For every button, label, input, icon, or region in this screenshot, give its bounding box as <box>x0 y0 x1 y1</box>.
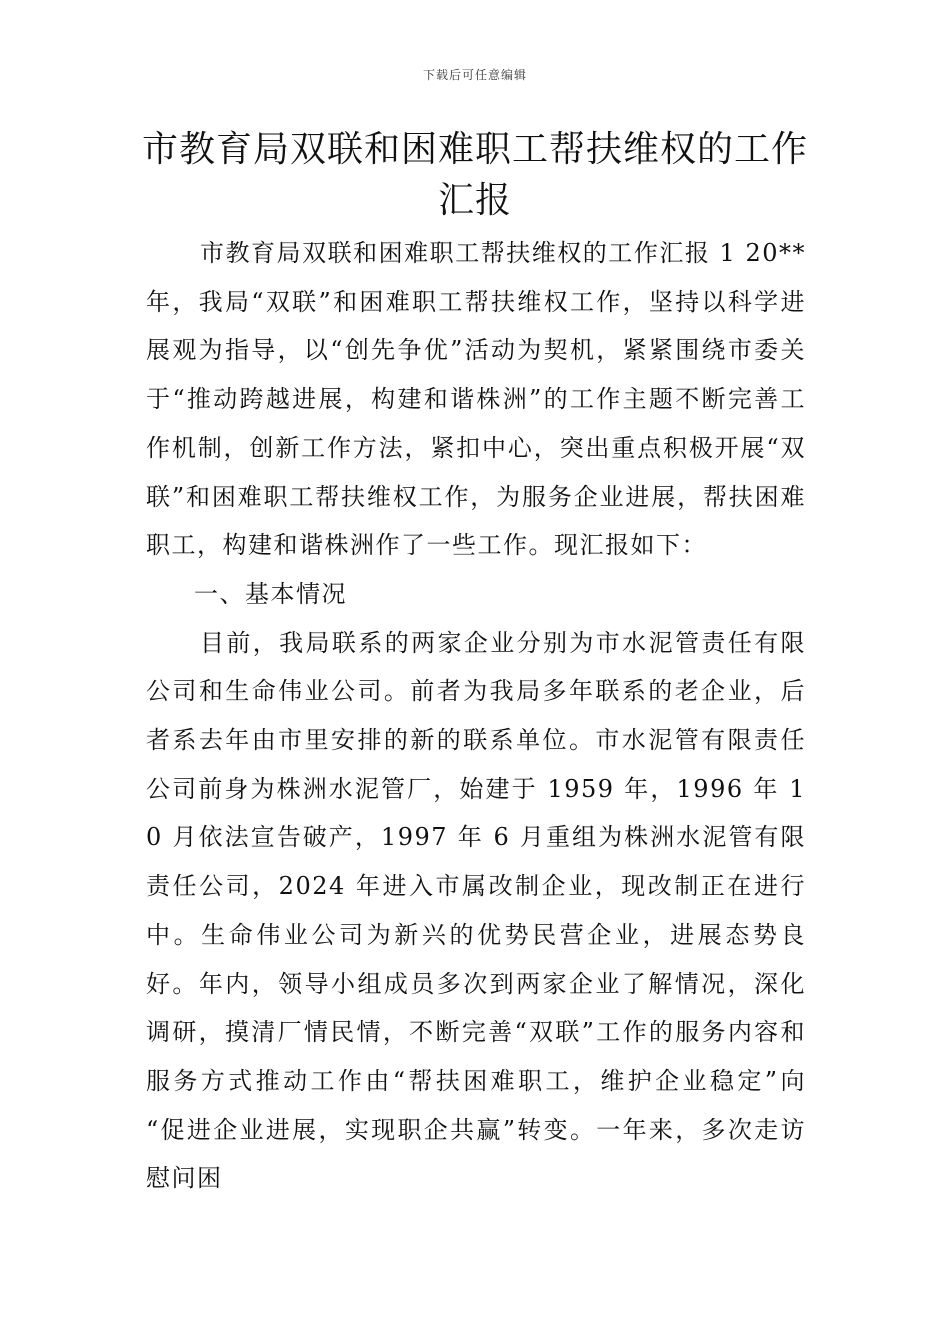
document-body <box>146 229 806 1203</box>
document-title <box>140 124 810 226</box>
intro-paragraph: 市教育局双联和困难职工帮扶维权的工作汇报 1 20**年，我局“双联”和困难职工帮扶维权工作，坚持以科学进展观为指导，以“创先争优”活动为契机，紧紧围绕市委关于“推动跨越进展，构建和谐株洲”的工作主题不断完善工作机制，创新工作方法，紧扣中心，突出重点积极开展“双联”和困难职工帮扶维权工作，为服务企业进展，帮扶困难职工，构建和谐株洲作了一些工作。现汇报如下： <box>146 239 806 560</box>
title-line-1: 市教育局双联和困难职工帮扶维权的工作 <box>141 129 808 170</box>
section-heading: 一、基本情况 <box>194 579 347 608</box>
body-paragraph: 目前，我局联系的两家企业分别为市水泥管责任有限公司和生命伟业公司。前者为我局多年联系的老企业，后者系去年由市里安排的新的联系单位。市水泥管有限责任公司前身为株洲水泥管厂，始建于 1959 年，1996 年 10 月依法宣告破产，1997 年 6 月重组为株洲水泥管有限责任公司，2024 年进入市属改制企业，现改制正在进行中。生命伟业公司为新兴的优势民营企业，进展态势良好。年内，领导小组成员多次到两家企业了解情况，深化调研，摸清厂情民情，不断完善“双联”工作的服务内容和服务方式推动工作由“帮扶困难职工，维护企业稳定”向 “促进企业进展，实现职企共赢”转变。一年来，多次走访慰问困 <box>146 628 806 1193</box>
header-note: 下载后可任意编辑 <box>422 68 527 82</box>
title-line-2: 汇报 <box>437 180 512 221</box>
